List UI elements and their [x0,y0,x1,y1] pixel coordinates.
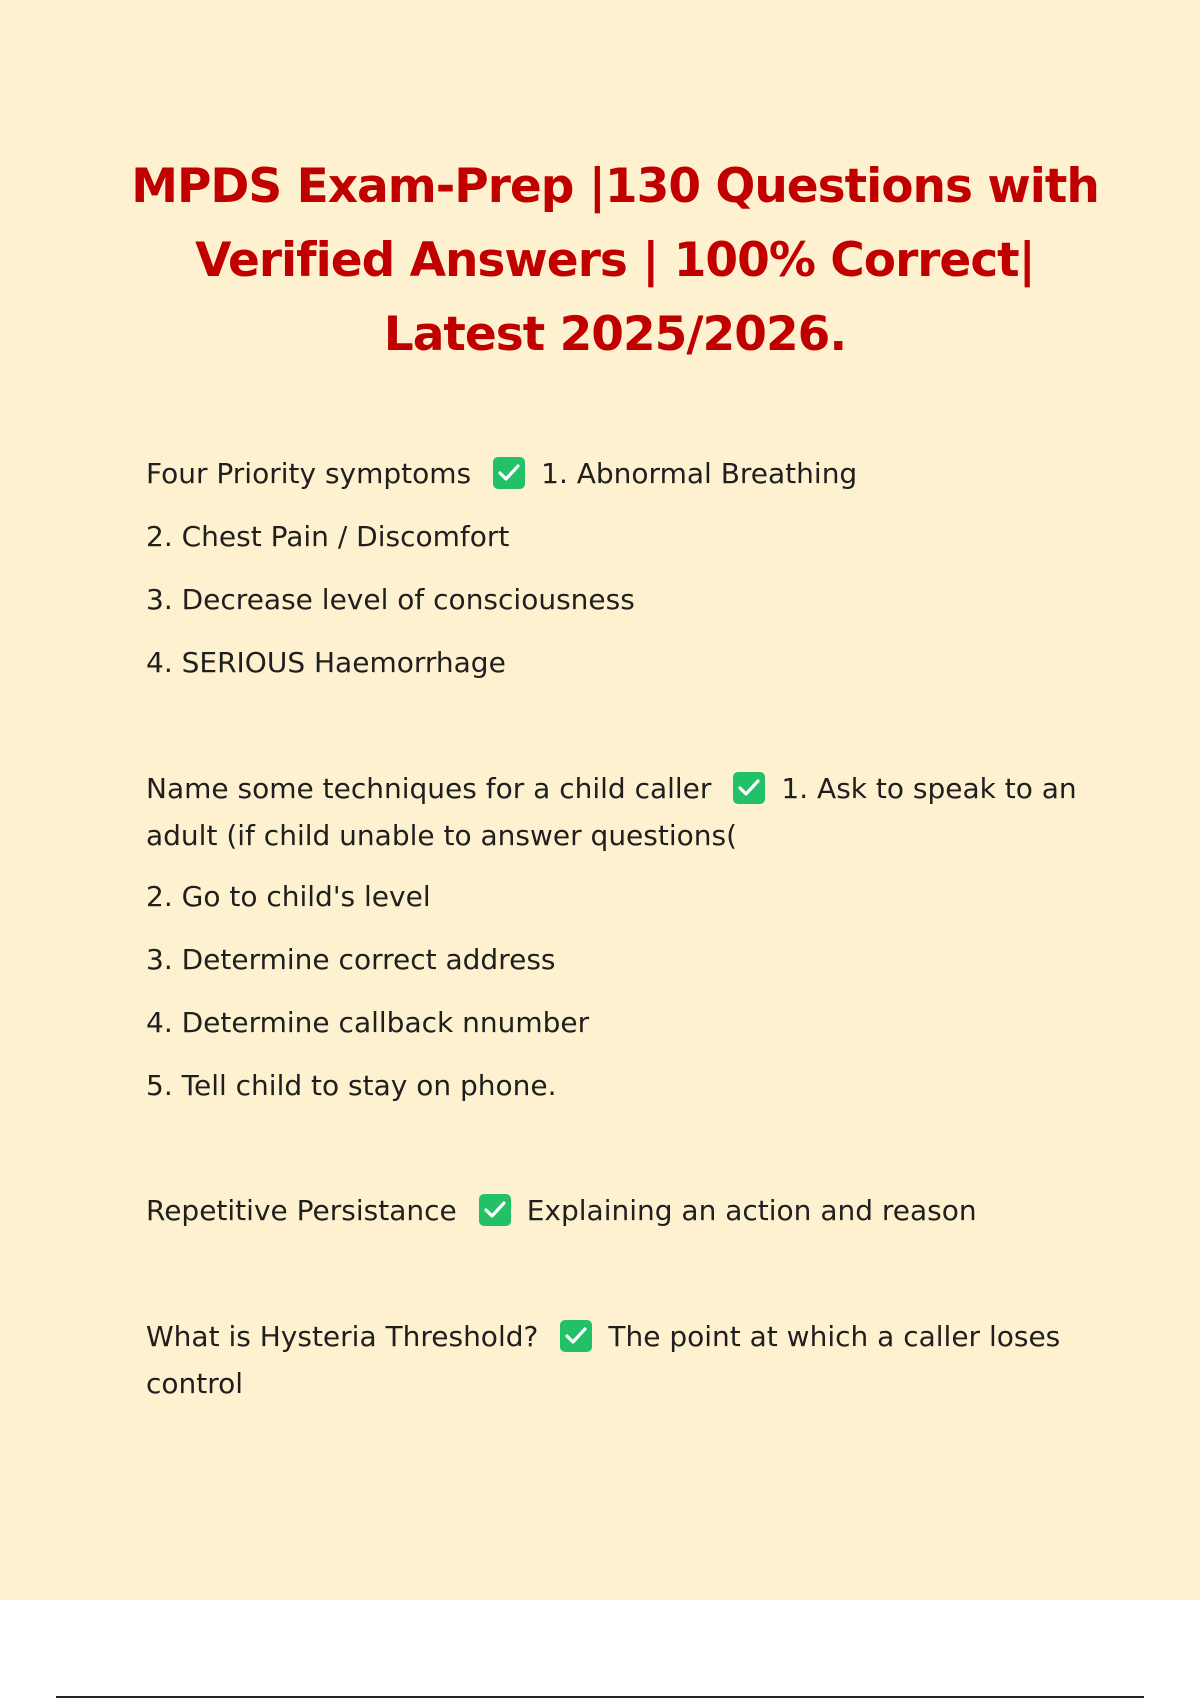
answer-text: 1. Abnormal Breathing [541,457,858,490]
answer-text: 1. Ask to speak to an adult (if child unable to answer questions( [146,772,1077,852]
question-text: Name some techniques for a child caller [146,772,712,805]
qa-item [146,1313,1086,1407]
answer-text: Explaining an action and reason [526,1194,977,1227]
qa-line [146,1188,1086,1251]
check-mark-icon [560,1320,592,1352]
question-text: Repetitive Persistance [146,1194,457,1227]
answer-line: 4. Determine callback nnumber [146,1006,590,1039]
qa-item [146,1188,1086,1251]
answer-line: 3. Determine correct address [146,943,556,976]
title-line: Latest 2025/2026. [383,307,847,362]
question-text: Four Priority symptoms [146,457,472,490]
document-title [100,150,1130,372]
qa-item [146,765,1086,1126]
spacer [146,1251,1086,1313]
qa-item [146,451,1086,703]
answer-line: 3. Decrease level of consciousness [146,583,635,616]
footer-divider [56,1696,1144,1698]
title-line: Verified Answers | 100% Correct| [195,233,1035,288]
check-mark-icon [733,772,765,804]
answer-line: 2. Chest Pain / Discomfort [146,520,510,553]
qa-line [146,451,1086,514]
title-line: MPDS Exam-Prep |130 Questions with [131,159,1099,214]
answer-line: 2. Go to child's level [146,880,431,913]
answer-text: The point at which a caller loses control [146,1320,1061,1400]
qa-line [146,765,1086,874]
qa-line [146,1313,1086,1407]
check-mark-icon [493,457,525,489]
question-text: What is Hysteria Threshold? [146,1320,539,1353]
check-mark-icon [479,1194,511,1226]
spacer [146,1126,1086,1188]
spacer [146,703,1086,765]
answer-line: 4. SERIOUS Haemorrhage [146,646,506,679]
answer-line: 5. Tell child to stay on phone. [146,1069,557,1102]
qa-list [146,451,1086,1407]
